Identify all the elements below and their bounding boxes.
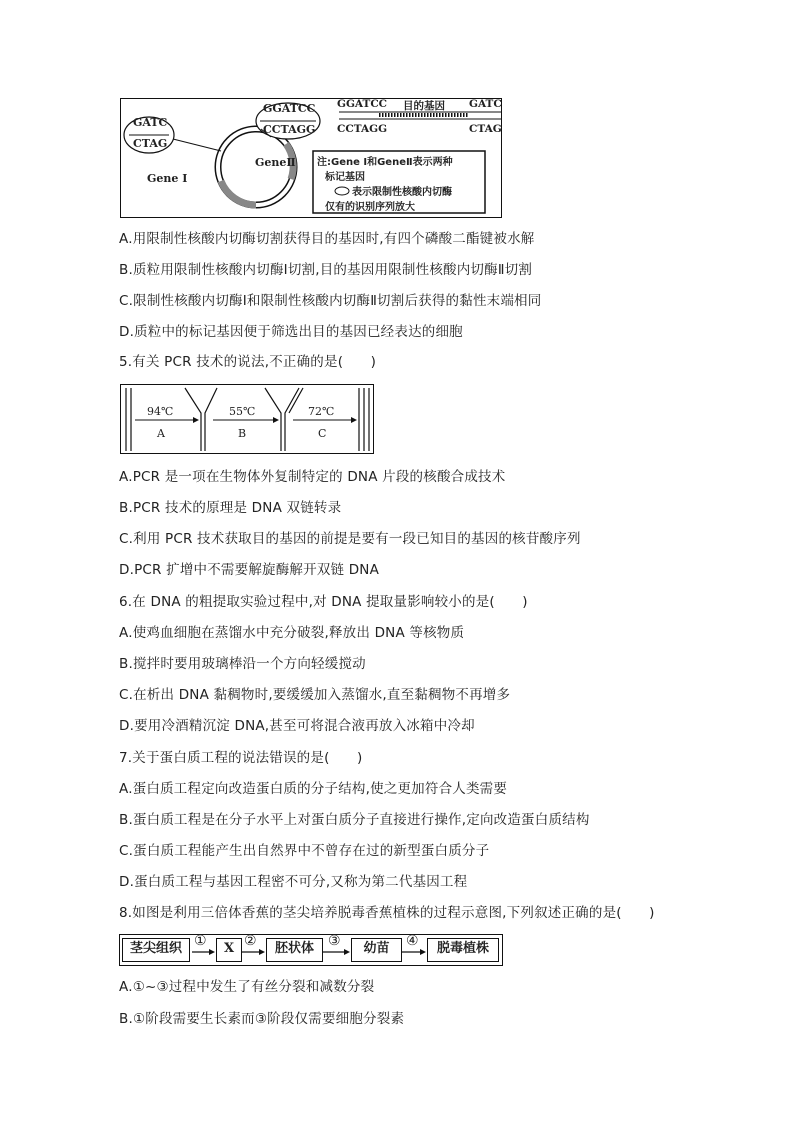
pcr-temp-b: 55℃ — [229, 405, 256, 418]
q8-stem: 8.如图是利用三倍体香蕉的茎尖培养脱毒香蕉植株的过程示意图,下列叙述正确的是( ) — [119, 905, 655, 921]
pcr-step-a: A — [157, 427, 165, 440]
q4-option-b: B.质粒用限制性核酸内切酶Ⅰ切割,目的基因用限制性核酸内切酶Ⅱ切割 — [119, 262, 533, 278]
pcr-temp-a: 94℃ — [147, 405, 174, 418]
note-line2: 标记基因 — [325, 172, 365, 183]
frag-mid: 目的基因 — [403, 100, 445, 112]
flow-step-embryoid: 胚状体 — [266, 938, 323, 962]
flow-arrow-1: ① — [194, 933, 207, 949]
q6-stem: 6.在 DNA 的粗提取实验过程中,对 DNA 提取量影响较小的是( ) — [119, 594, 528, 610]
q4-option-d: D.质粒中的标记基因便于筛选出目的基因已经表达的细胞 — [119, 324, 463, 340]
seq-callout-bottom: CCTAGG — [263, 123, 316, 136]
q5-option-c: C.利用 PCR 技术获取目的基因的前提是要有一段已知目的基因的核苷酸序列 — [119, 531, 581, 547]
q7-stem: 7.关于蛋白质工程的说法错误的是( ) — [119, 750, 363, 766]
seq-callout-top: GGATCC — [263, 102, 316, 115]
q7-option-d: D.蛋白质工程与基因工程密不可分,又称为第二代基因工程 — [119, 874, 468, 890]
flow-step-virus-free-plant: 脱毒植株 — [427, 938, 499, 962]
plasmid-figure — [120, 98, 502, 218]
q5-option-a: A.PCR 是一项在生物体外复制特定的 DNA 片段的核酸合成技术 — [119, 469, 506, 485]
q4-option-a: A.用限制性核酸内切酶切割获得目的基因时,有四个磷酸二酯键被水解 — [119, 231, 535, 247]
pcr-figure — [120, 384, 374, 454]
callout-symbol-icon — [335, 187, 349, 195]
seq-left-bottom: CTAG — [133, 137, 168, 150]
note-line3: 表示限制性核酸内切酶 — [352, 187, 452, 198]
q6-option-c: C.在析出 DNA 黏稠物时,要缓缓加入蒸馏水,直至黏稠物不再增多 — [119, 687, 511, 703]
note-line4: 仅有的识别序列放大 — [325, 202, 415, 213]
q7-option-a: A.蛋白质工程定向改造蛋白质的分子结构,使之更加符合人类需要 — [119, 781, 508, 797]
flow-step-x: X — [216, 938, 242, 962]
flow-arrow-3: ③ — [328, 933, 341, 949]
flow-step-seedling: 幼苗 — [351, 938, 402, 962]
flow-arrow-2: ② — [244, 933, 257, 949]
note-line1: 注:Gene Ⅰ和GeneⅡ表示两种 — [317, 157, 453, 168]
frag-right-top: GATC — [469, 98, 502, 110]
q6-option-a: A.使鸡血细胞在蒸馏水中充分破裂,释放出 DNA 等核物质 — [119, 625, 465, 641]
q6-option-d: D.要用冷酒精沉淀 DNA,甚至可将混合液再放入冰箱中冷却 — [119, 718, 475, 734]
q5-stem: 5.有关 PCR 技术的说法,不正确的是( ) — [119, 354, 377, 370]
q8-option-b: B.①阶段需要生长素而③阶段仅需要细胞分裂素 — [119, 1011, 405, 1027]
gene2-label: GeneⅡ — [255, 156, 296, 169]
flow-step-stem-tissue: 茎尖组织 — [122, 938, 190, 962]
seq-left-top: GATC — [133, 116, 168, 129]
q7-option-b: B.蛋白质工程是在分子水平上对蛋白质分子直接进行操作,定向改造蛋白质结构 — [119, 812, 590, 828]
pcr-step-c: C — [318, 427, 327, 440]
gene1-arc — [221, 181, 256, 205]
q6-option-b: B.搅拌时要用玻璃棒沿一个方向轻缓搅动 — [119, 656, 366, 672]
gene1-label: Gene Ⅰ — [147, 172, 188, 185]
culture-flowchart — [119, 934, 503, 966]
q8-option-a: A.①~③过程中发生了有丝分裂和减数分裂 — [119, 979, 375, 995]
frag-right-bottom: CTAG — [469, 123, 502, 135]
frag-left-bottom: CCTAGG — [337, 123, 388, 135]
q5-option-d: D.PCR 扩增中不需要解旋酶解开双链 DNA — [119, 562, 380, 578]
q7-option-c: C.蛋白质工程能产生出自然界中不曾存在过的新型蛋白质分子 — [119, 843, 490, 859]
pcr-temp-c: 72℃ — [308, 405, 335, 418]
q5-option-b: B.PCR 技术的原理是 DNA 双链转录 — [119, 500, 342, 516]
frag-left-top: GGATCC — [337, 98, 388, 110]
pcr-step-b: B — [238, 427, 247, 440]
pcr-svg — [121, 385, 373, 453]
flow-arrow-4: ④ — [406, 933, 419, 949]
q4-option-c: C.限制性核酸内切酶Ⅰ和限制性核酸内切酶Ⅱ切割后获得的黏性末端相同 — [119, 293, 542, 309]
